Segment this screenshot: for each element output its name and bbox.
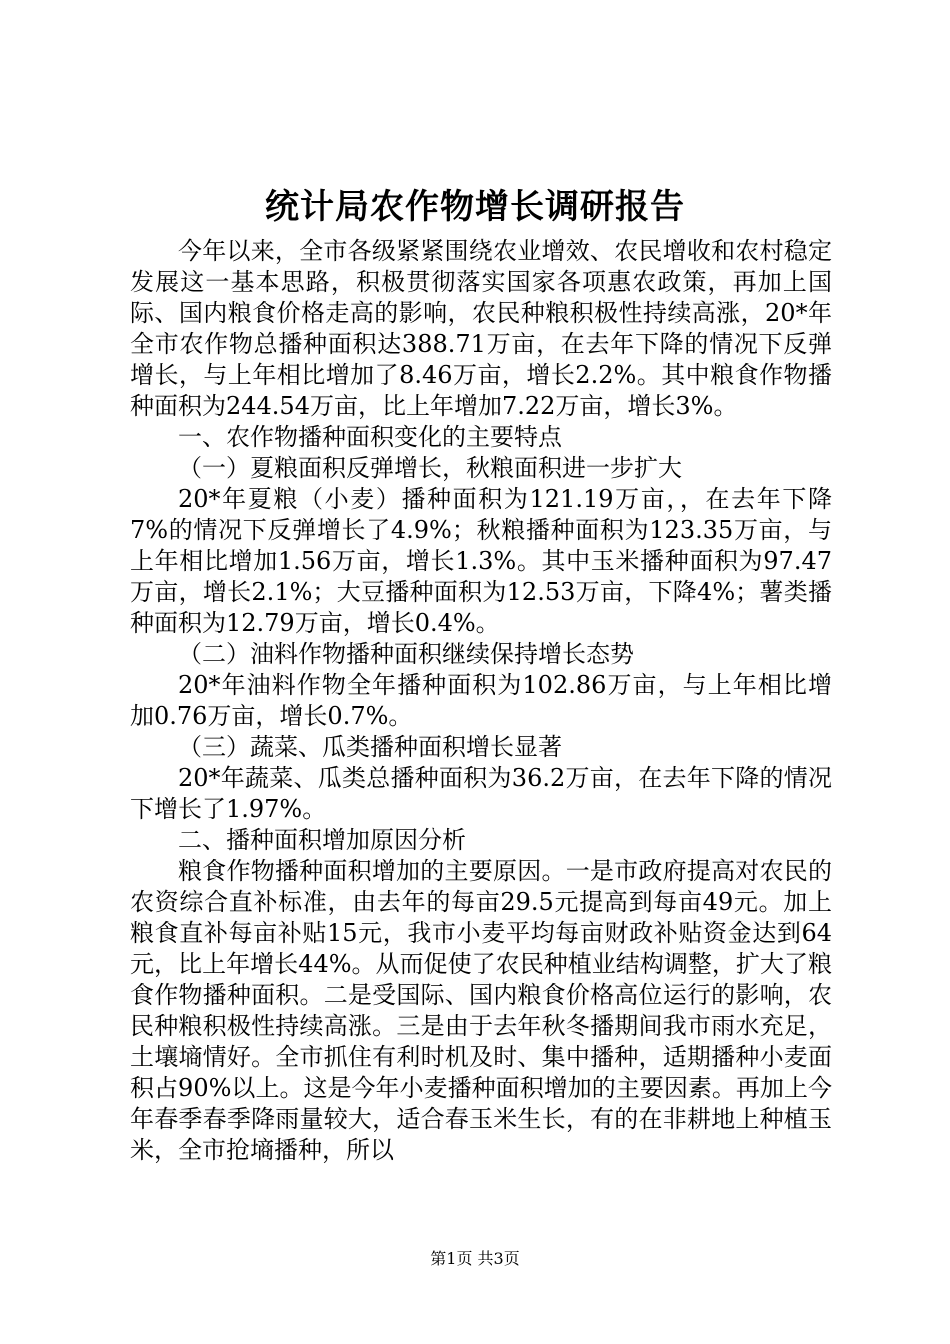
body-paragraph: 20*年蔬菜、瓜类总播种面积为36.2万亩，在去年下降的情况下增长了1.97%。 bbox=[130, 764, 832, 823]
section-heading-2: 二、播种面积增加原因分析 bbox=[178, 826, 466, 854]
section-heading-1: 一、农作物播种面积变化的主要特点 bbox=[178, 423, 562, 451]
document-title: 统计局农作物增长调研报告 bbox=[265, 187, 685, 227]
intro-paragraph: 今年以来，全市各级紧紧围绕农业增效、农民增收和农村稳定发展这一基本思路，积极贯彻落实国家各项惠农政策，再加上国际、国内粮食价格走高的影响，农民种粮积极性持续高涨，20*年全市农作物总播种面积达388.71万亩，在去年下降的情况下反弹增长，与上年相比增加了8.46万亩，增长2.2%。其中粮食作物播种面积为244.54万亩，比上年增加7.22万亩，增长3%。 bbox=[130, 237, 832, 420]
body-paragraph: 粮食作物播种面积增加的主要原因。一是市政府提高对农民的农资综合直补标准，由去年的每亩29.5元提高到每亩49元。加上粮食直补每亩补贴15元，我市小麦平均每亩财政补贴资金达到64元，比上年增长44%。从而促使了农民种植业结构调整，扩大了粮食作物播种面积。二是受国际、国内粮食价格高位运行的影响，农民种粮积极性持续高涨。三是由于去年秋冬播期间我市雨水充足，土壤墒情好。全市抓住有利时机及时、集中播种，适期播种小麦面积占90%以上。这是今年小麦播种面积增加的主要因素。再加上今年春季春季降雨量较大，适合春玉米生长，有的在非耕地上种植玉米，全市抢墒播种，所以 bbox=[130, 857, 832, 1164]
subsection-heading-3: （三）蔬菜、瓜类播种面积增长显著 bbox=[178, 733, 562, 761]
body-paragraph: 20*年油料作物全年播种面积为102.86万亩，与上年相比增加0.76万亩，增长0.7%。 bbox=[130, 671, 832, 730]
body-paragraph: 20*年夏粮（小麦）播种面积为121.19万亩，，在去年下降7%的情况下反弹增长了4.9%；秋粮播种面积为123.35万亩，与上年相比增加1.56万亩，增长1.3%。其中玉米播种面积为97.47万亩，增长2.1%；大豆播种面积为12.53万亩，下降4%；薯类播种面积为12.79万亩，增长0.4%。 bbox=[130, 485, 832, 637]
subsection-heading-2: （二）油料作物播种面积继续保持增长态势 bbox=[178, 640, 634, 668]
page-footer: 第1页 共3页 bbox=[430, 1249, 520, 1268]
subsection-heading-1: （一）夏粮面积反弹增长，秋粮面积进一步扩大 bbox=[178, 454, 682, 482]
document-body bbox=[130, 236, 832, 1166]
